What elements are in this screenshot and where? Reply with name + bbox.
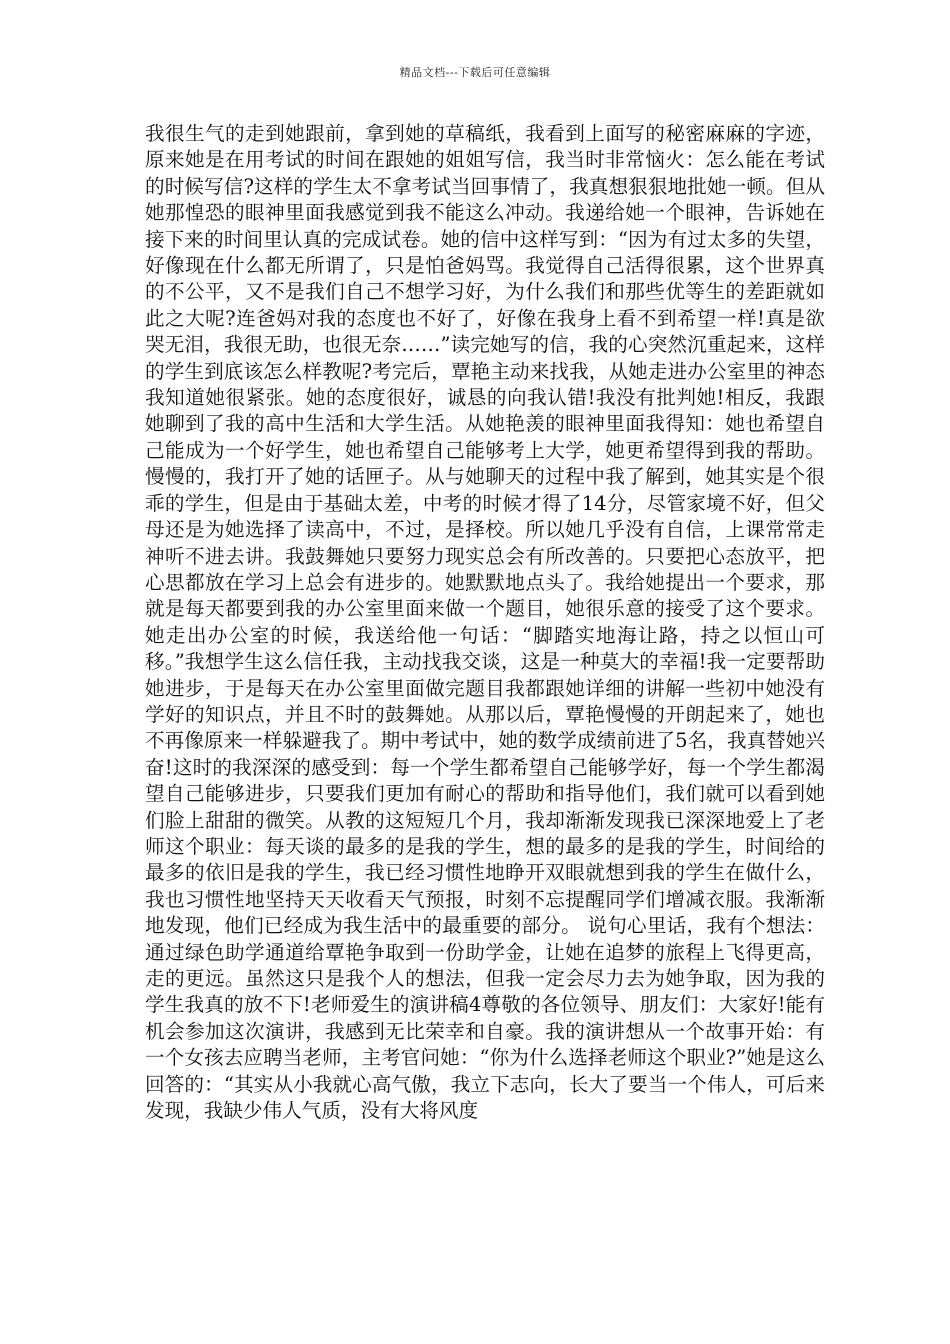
page-header: 精品文档---下载后可任意编辑 (399, 66, 551, 79)
body-text: 我很生气的走到她跟前，拿到她的草稿纸，我看到上面写的秘密麻麻的字迹，原来她是在用考试的时间在跟她的姐姐写信，我当时非常恼火：怎么能在考试的时候写信?这样的学生太不拿考试当回事情了，我真想狠狠地批她一顿。但从她那惶恐的眼神里面我感觉到我不能这么冲动。我递给她一个眼神，告诉她在接下来的时间里认真的完成试卷。她的信中这样写到：“因为有过太多的失望，好像现在什么都无所谓了，只是怕爸妈骂。我觉得自己活得很累，这个世界真的不公平，又不是我们自己不想学习好，为什么我们和那些优等生的差距就如此之大呢?连爸妈对我的态度也不好了，好像在我身上看不到希望一样!真是欲哭无泪，我很无助，也很无奈……”读完她写的信，我的心突然沉重起来，这样的学生到底该怎么样教呢?考完后，覃艳主动来找我，从她走进办公室里的神态我知道她很紧张。她的态度很好，诚恳的向我认错!我没有批判她!相反，我跟她聊到了我的高中生活和大学生活。从她艳羡的眼神里面我得知：她也希望自己能成为一个好学生，她也希望自己能够考上大学，她更希望得到我的帮助。慢慢的，我打开了她的话匣子。从与她聊天的过程中我了解到，她其实是个很乖的学生，但是由于基础太差，中考的时候才得了14分，尽管家境不好，但父母还是为她选择了读高中，不过，是择校。所以她几乎没有自信，上课常常走神听不进去讲。我鼓舞她只要努力现实总会有所改善的。只要把心态放平，把心思都放在学习上总会有进步的。她默默地点头了。我给她提出一个要求，那就是每天都要到我的办公室里面来做一个题目，她很乐意的接受了这个要求。她走出办公室的时候，我送给他一句话：“脚踏实地海让路，持之以恒山可移。”我想学生这么信任我，主动找我交谈，这是一种莫大的幸福!我一定要帮助她进步，于是每天在办公室里面做完题目我都跟她详细的讲解一些初中她没有学好的知识点，并且不时的鼓舞她。从那以后，覃艳慢慢的开朗起来了，她也不再像原来一样躲避我了。期中考试中，她的数学成绩前进了5名，我真替她兴奋!这时的我深深的感受到：每一个学生都希望自己能够学好，每一个学生都渴望自己能够进步，只要我们更加有耐心的帮助和指导他们，我们就可以看到她们脸上甜甜的微笑。从教的这短短几个月，我却渐渐发现我已深深地爱上了老师这个职业：每天谈的最多的是我的学生，想的最多的是我的学生，时间给的最多的依旧是我的学生，我已经习惯性地睁开双眼就想到我的学生在做什么，我也习惯性地坚持天天收看天气预报，时刻不忘提醒同学们增减衣服。我渐渐地发现，他们已经成为我生活中的最重要的部分。 说句心里话，我有个想法：通过绿色助学通道给覃艳争取到一份助学金，让她在追梦的旅程上飞得更高，走的更远。虽然这只是我个人的想法，但我一定会尽力去为她争取，因为我的学生我真的放不下!老师爱生的演讲稿4尊敬的各位领导、朋友们：大家好!能有机会参加这次演讲，我感到无比荣幸和自豪。我的演讲想从一个故事开始：有一个女孩去应聘当老师，主考官问她：“你为什么选择老师这个职业?”她是这么回答的：“其实从小我就心高气傲，我立下志向，长大了要当一个伟人，可后来发现，我缺少伟人气质，没有大将风度 (145, 122, 825, 1123)
